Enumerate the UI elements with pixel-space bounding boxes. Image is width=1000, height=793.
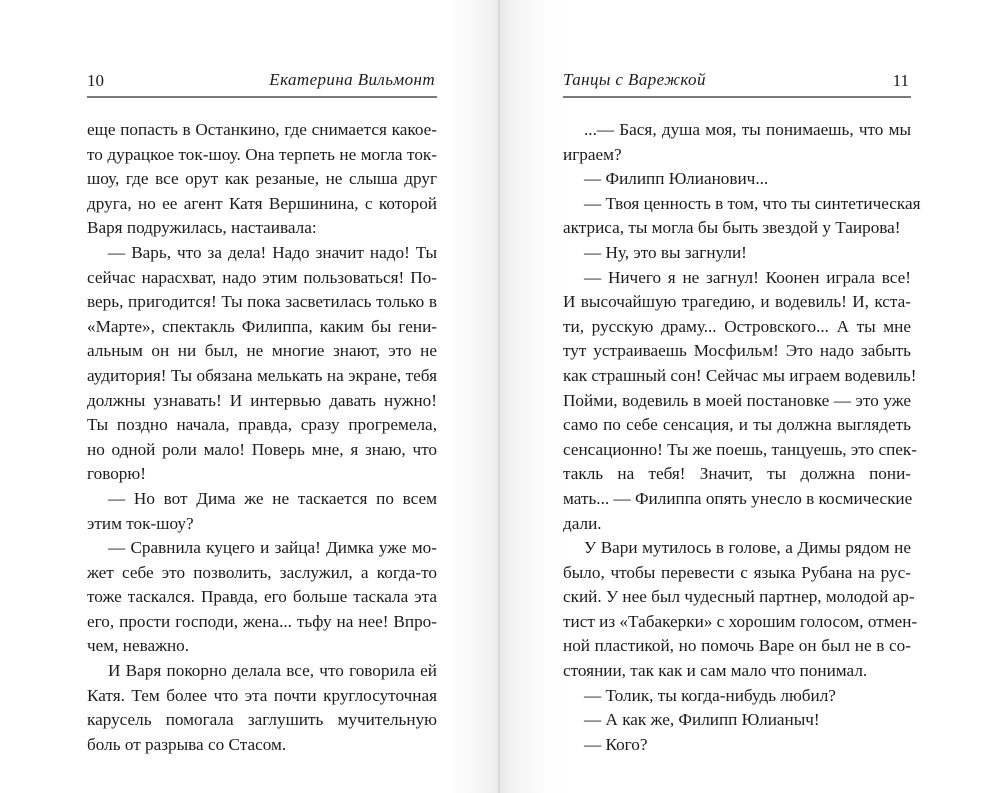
text-line: жет себе это позволить, заслужил, а когда-то: [87, 562, 437, 582]
text-line: И высочайшую трагедию, и водевиль! И, кста-: [563, 292, 911, 312]
text-line: — Толик, ты когда-нибудь любил?: [584, 685, 836, 705]
text-line: ной пластикой, но помочь Варе он был не в со-: [563, 636, 911, 656]
text-line: такль на тебя! Значит, ты должна пони-: [563, 464, 911, 484]
text-line: Катя. Тем более что эта почти круглосуточная: [87, 685, 437, 705]
text-line: сенсационно! Ты же поешь, танцуешь, это спек-: [563, 439, 917, 459]
text-line: сейчас нарасхват, надо этим пользоваться! По-: [87, 267, 437, 287]
text-line: — Филипп Юлианович...: [584, 169, 769, 189]
text-line: само по себе сенсация, и ты должна выглядеть: [563, 415, 911, 435]
text-line: его, прости господи, жена... тьфу на нее! Впро-: [87, 611, 437, 631]
text-line: боль от разрыва со Стасом.: [87, 734, 287, 754]
text-line: У Вари мутилось в голове, а Димы рядом не: [584, 538, 911, 558]
text-line: тут устраиваешь Мосфильм! Это надо забыть: [563, 341, 911, 361]
text-line: говорю!: [87, 464, 146, 484]
text-line: мать... — Филиппа опять унесло в космические: [563, 488, 913, 508]
right-page-header: [563, 70, 911, 98]
text-line: то дурацкое ток-шоу. Она терпеть не могла ток-: [87, 144, 437, 164]
running-head-title: Танцы с Варежкой: [563, 70, 706, 89]
text-line: — Ничего я не загнул! Коонен играла все!: [584, 267, 911, 287]
text-line: альным он ни был, не многие знают, это не: [87, 341, 437, 361]
right-page: [500, 0, 1000, 793]
text-line: должны узнавать! И интервью давать нужно!: [87, 390, 437, 410]
text-line: ский. У нее был чудесный партнер, молодой ар-: [563, 587, 915, 607]
text-line: стоянии, так как и сам мало что понимал.: [563, 661, 868, 681]
text-line: Варя подружилась, настаивала:: [87, 218, 317, 238]
text-line: — Сравнила куцего и зайца! Димка уже мо-: [108, 538, 437, 558]
text-line: верь, пригодится! Ты пока засветилась только в: [87, 292, 437, 312]
text-line: «Марте», спектакль Филиппа, каким бы гени-: [87, 316, 437, 336]
text-line: — Но вот Дима же не таскается по всем: [108, 488, 437, 508]
text-line: — А как же, Филипп Юлианыч!: [584, 710, 820, 730]
text-line: чем, неважно.: [87, 636, 190, 656]
text-line: как страшный сон! Сейчас мы играем водевиль!: [563, 365, 917, 385]
text-line: — Варь, что за дела! Надо значит надо! Ты: [108, 242, 437, 262]
text-line: — Кого?: [584, 734, 648, 754]
left-page-body-text: [87, 118, 437, 757]
right-page-body-text: [563, 118, 921, 757]
text-line: И Варя покорно делала все, что говорила ей: [108, 661, 437, 681]
text-line: ти, русскую драму... Островского... А ты мне: [563, 316, 911, 336]
text-line: Ты поздно начала, правда, сразу прогремела,: [87, 415, 437, 435]
text-line: — Твоя ценность в том, что ты синтетическая: [584, 193, 921, 213]
text-line: но одной роли мало! Поверь мне, я знаю, что: [87, 439, 437, 459]
text-line: еще попасть в Останкино, где снимается какое-: [87, 120, 437, 139]
text-line: Пойми, водевиль в моей постановке — это уже: [563, 390, 911, 410]
text-line: друга, но ее агент Катя Вершинина, с которой: [87, 193, 437, 213]
left-page-header: [87, 70, 437, 98]
page-number: 11: [892, 71, 909, 90]
text-line: ...— Бася, душа моя, ты понимаешь, что мы: [584, 120, 911, 139]
running-head-author: Екатерина Вильмонт: [269, 70, 435, 89]
text-line: было, чтобы перевести с языка Рубана на рус-: [563, 562, 911, 582]
text-line: дали.: [563, 513, 602, 533]
text-line: актриса, ты могла бы быть звездой у Таирова!: [563, 218, 901, 238]
page-number: 10: [87, 71, 104, 90]
text-line: — Ну, это вы загнули!: [584, 242, 747, 262]
text-line: этим ток-шоу?: [87, 513, 194, 533]
text-line: карусель помогала заглушить мучительную: [87, 710, 437, 730]
text-line: тист из «Табакерки» с хорошим голосом, отмен-: [563, 611, 918, 631]
text-line: аудитория! Ты обязана мелькать на экране, тебя: [87, 365, 437, 385]
text-line: шоу, где все орут как резаные, не слыша друг: [87, 169, 437, 189]
text-line: играем?: [563, 144, 622, 164]
text-line: тоже таскался. Правда, его больше таскала эта: [87, 587, 437, 607]
